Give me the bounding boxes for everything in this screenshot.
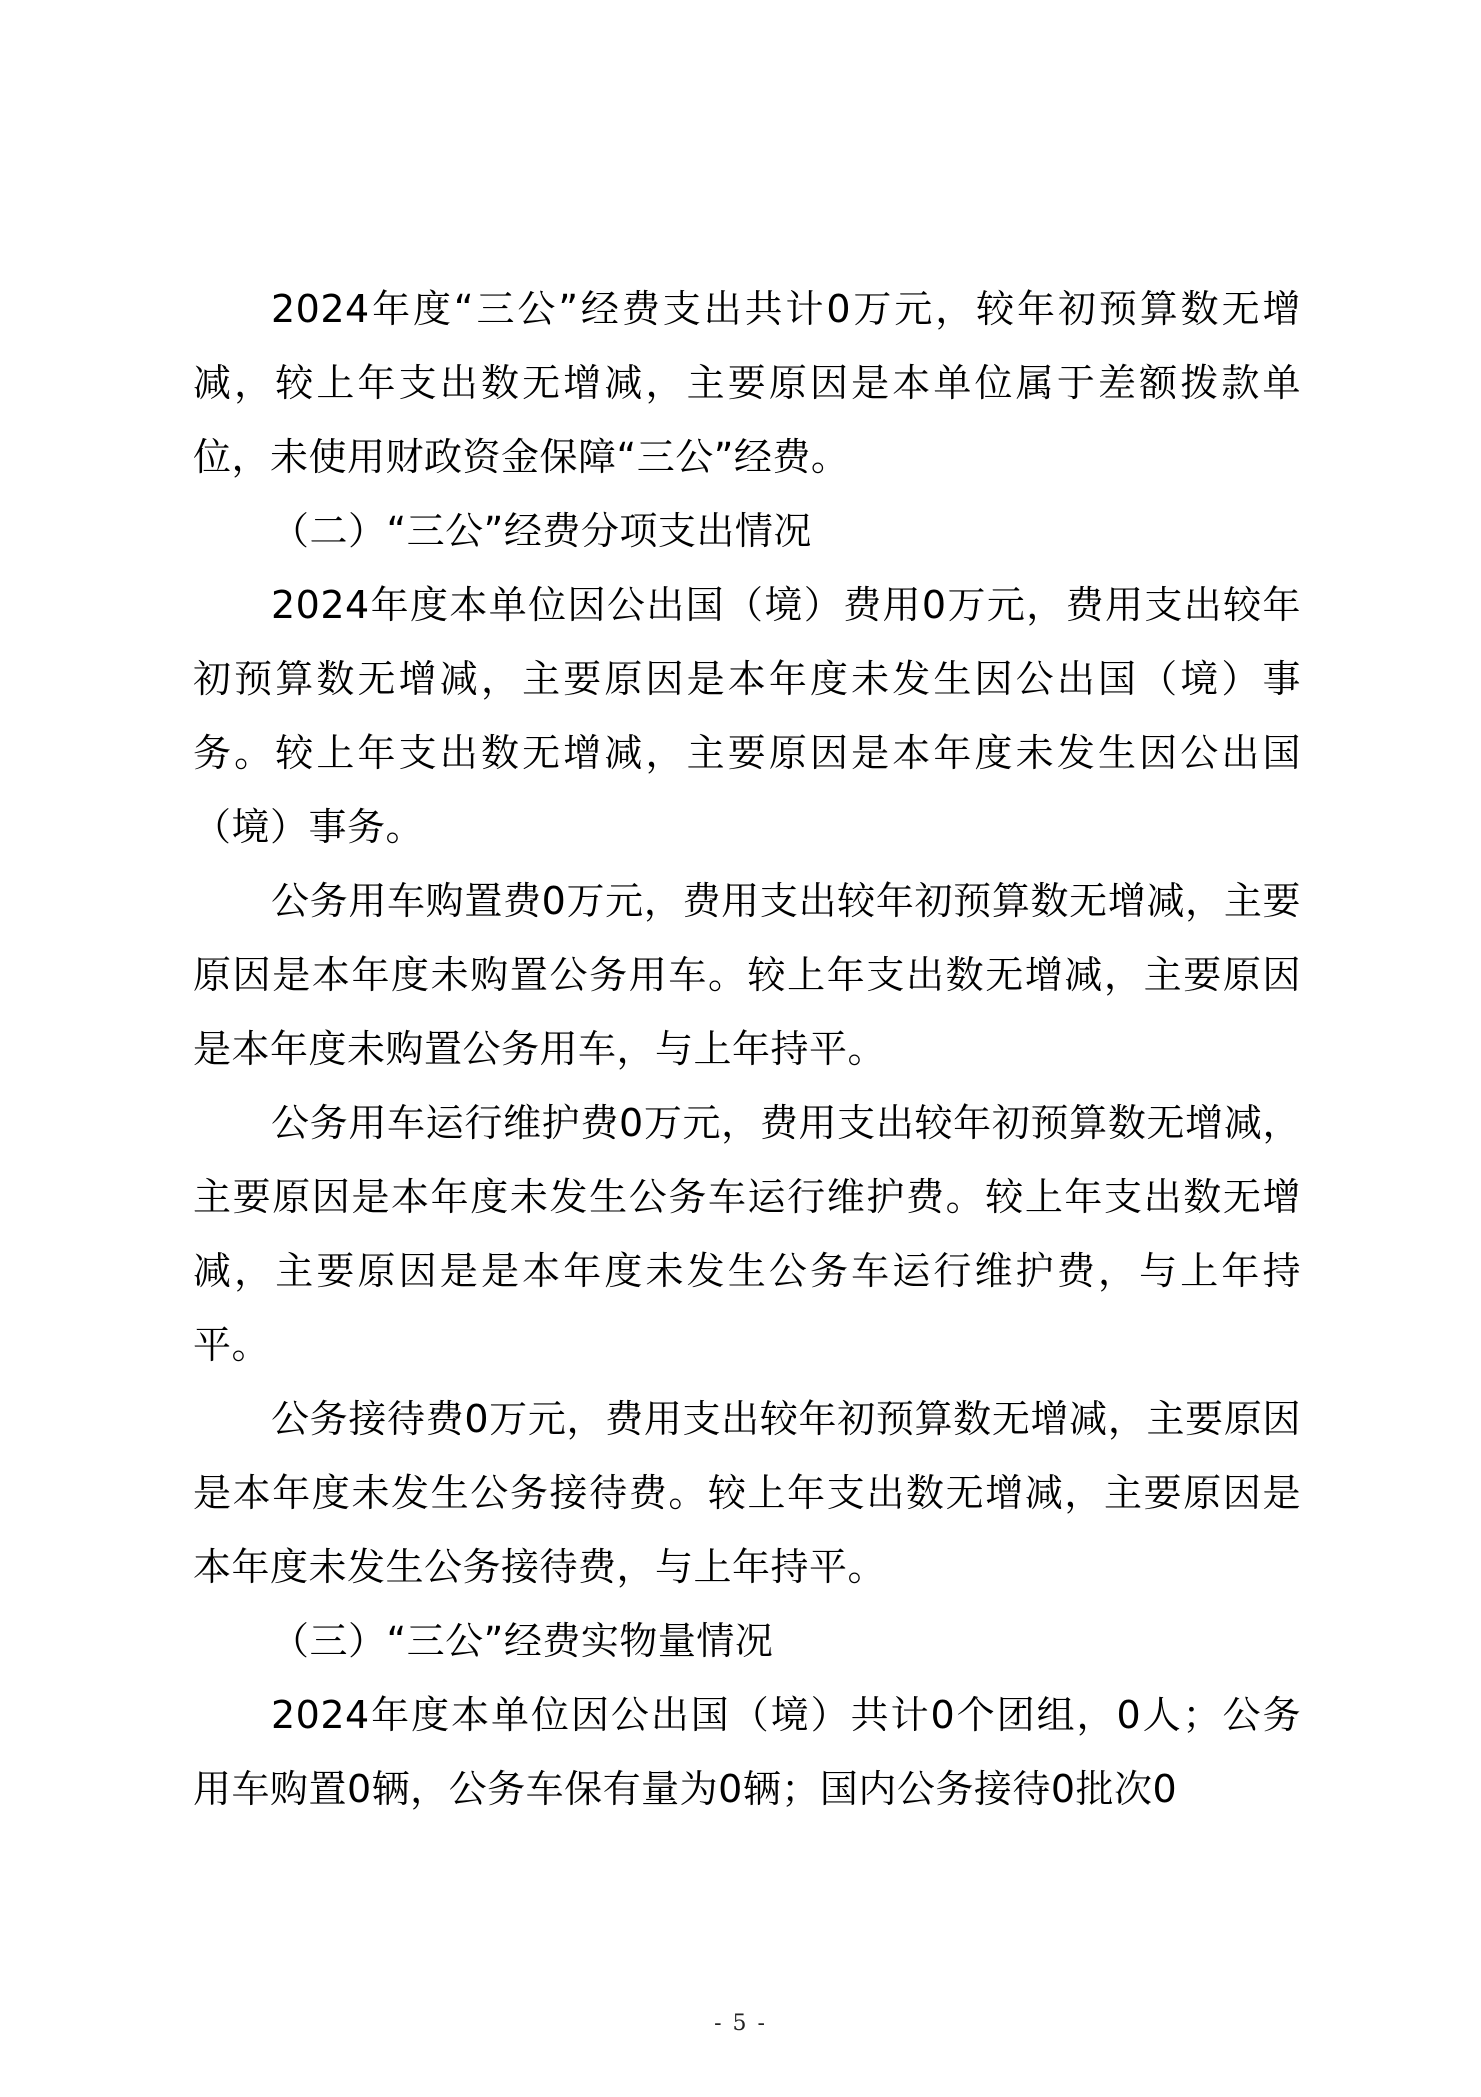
- paragraph-vehicle-purchase: 公务用车购置费0万元，费用支出较年初预算数无增减，主要原因是本年度未购置公务用车。较上年支出数无增减，主要原因是本年度未购置公务用车，与上年持平。: [193, 879, 1301, 1071]
- document-body: [193, 272, 1301, 1826]
- section-heading-itemized-expenditure: （二）“三公”经费分项支出情况: [271, 509, 812, 553]
- paragraph-vehicle-maintenance: 公务用车运行维护费0万元，费用支出较年初预算数无增减，主要原因是本年度未发生公务车运行维护费。较上年支出数无增减，主要原因是是本年度未发生公务车运行维护费，与上年持平。: [193, 1101, 1301, 1367]
- paragraph-total-expenditure: 2024年度“三公”经费支出共计0万元，较年初预算数无增减，较上年支出数无增减，主要原因是本单位属于差额拨款单位，未使用财政资金保障“三公”经费。: [193, 287, 1301, 479]
- paragraph-overseas-travel: 2024年度本单位因公出国（境）费用0万元，费用支出较年初预算数无增减，主要原因是本年度未发生因公出国（境）事务。较上年支出数无增减，主要原因是本年度未发生因公出国（境）事务。: [193, 583, 1301, 849]
- section-heading-physical-quantity: （三）“三公”经费实物量情况: [271, 1619, 774, 1663]
- page-number: - 5 -: [714, 2011, 767, 2036]
- paragraph-reception: 公务接待费0万元，费用支出较年初预算数无增减，主要原因是本年度未发生公务接待费。较上年支出数无增减，主要原因是本年度未发生公务接待费，与上年持平。: [193, 1397, 1301, 1589]
- paragraph-physical-quantity: 2024年度本单位因公出国（境）共计0个团组，0人；公务用车购置0辆，公务车保有量为0辆；国内公务接待0批次0: [193, 1693, 1301, 1811]
